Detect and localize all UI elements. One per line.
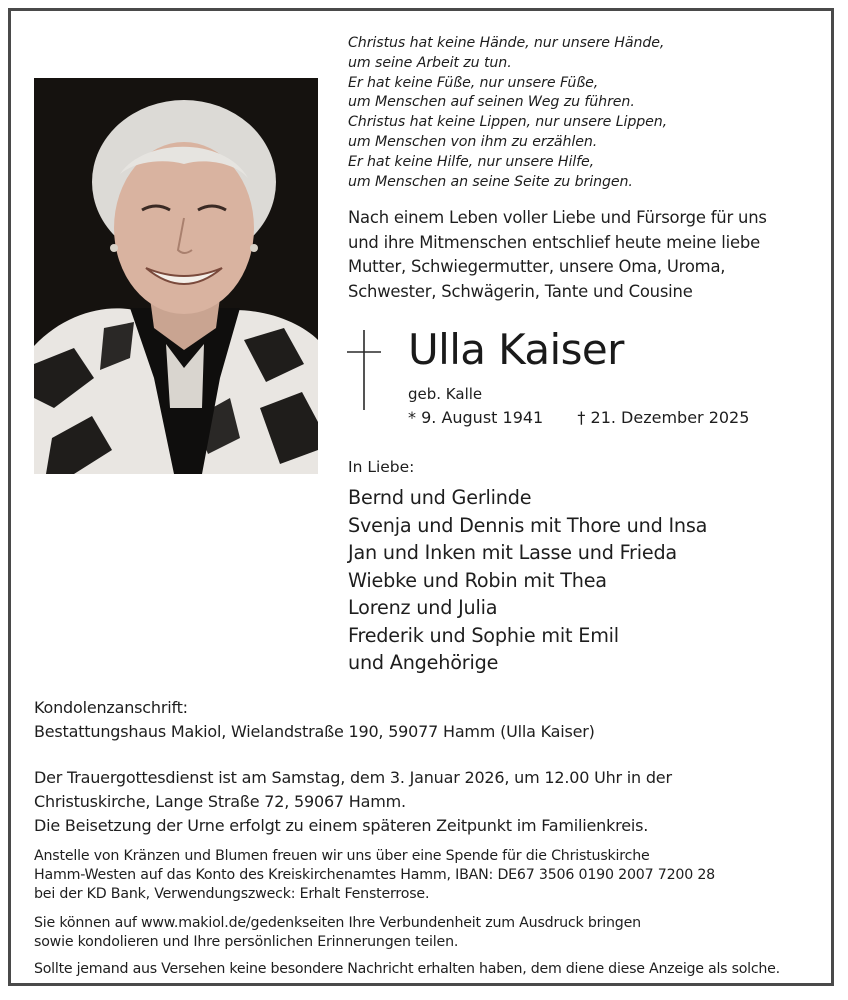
intro-line: Nach einem Leben voller Liebe und Fürsorge für uns — [348, 208, 767, 227]
condolence-section — [34, 696, 595, 744]
online-line: Sie können auf www.makiol.de/gedenkseiten Ihre Verbundenheit zum Ausdruck bringen — [34, 915, 641, 931]
deceased-name: Ulla Kaiser — [408, 325, 624, 374]
service-line: Der Trauergottesdienst ist am Samstag, dem 3. Januar 2026, um 12.00 Uhr in der — [34, 768, 672, 787]
donation-line: Hamm-Westen auf das Konto des Kreiskirchenamtes Hamm, IBAN: DE67 3506 0190 2007 7200 28 — [34, 867, 716, 883]
poem-line: um Menschen von ihm zu erzählen. — [348, 133, 598, 150]
family-line: und Angehörige — [348, 651, 499, 674]
donation-line: Anstelle von Kränzen und Blumen freuen wir uns über eine Spende für die Christuskirche — [34, 848, 650, 864]
online-memorial-info — [34, 914, 641, 952]
life-dates — [408, 407, 749, 429]
family-line: Wiebke und Robin mit Thea — [348, 568, 607, 592]
intro-line: und ihre Mitmenschen entschlief heute meine liebe — [348, 232, 760, 252]
poem-line: um Menschen an seine Seite zu bringen. — [348, 173, 633, 190]
portrait-photo — [34, 78, 318, 474]
intro-line: Mutter, Schwiegermutter, unsere Oma, Uroma, — [348, 257, 726, 277]
poem-line: um Menschen auf seinen Weg zu führen. — [348, 94, 635, 111]
donation-line: bei der KD Bank, Verwendungszweck: Erhalt Fensterrose. — [34, 886, 430, 902]
family-line: Bernd und Gerlinde — [348, 486, 532, 509]
intro-line: Schwester, Schwägerin, Tante und Cousine — [348, 281, 693, 301]
poem-line: Er hat keine Hilfe, nur unsere Hilfe, — [348, 153, 595, 170]
condolence-address: Bestattungshaus Makiol, Wielandstraße 190, 59077 Hamm (Ulla Kaiser) — [34, 722, 595, 741]
donation-info — [34, 847, 715, 904]
family-line: Frederik und Sophie mit Emil — [348, 623, 619, 647]
poem — [348, 34, 667, 192]
poem-line: Christus hat keine Lippen, nur unsere Lippen, — [348, 114, 668, 131]
cross-icon — [346, 328, 382, 412]
condolence-label: Kondolenzanschrift: — [34, 698, 188, 717]
poem-line: Christus hat keine Hände, nur unsere Hände, — [348, 35, 665, 51]
poem-line: um seine Arbeit zu tun. — [348, 54, 512, 71]
birth-date: * 9. August 1941 — [408, 408, 544, 427]
birth-name: geb. Kalle — [408, 385, 483, 403]
service-line: Die Beisetzung der Urne erfolgt zu einem späteren Zeitpunkt im Familienkreis. — [34, 816, 649, 835]
family-list — [348, 484, 707, 677]
intro-text — [348, 206, 818, 304]
family-line: Svenja und Dennis mit Thore und Insa — [348, 513, 708, 537]
poem-line: Er hat keine Füße, nur unsere Füße, — [348, 74, 599, 91]
family-line: Lorenz und Julia — [348, 596, 498, 619]
service-info — [34, 766, 672, 838]
portrait-illustration — [34, 78, 318, 474]
notification-disclaimer: Sollte jemand aus Versehen keine besondere Nachricht erhalten haben, dem diene diese Anzeige als solche. — [34, 961, 780, 977]
online-line: sowie kondolieren und Ihre persönlichen Erinnerungen teilen. — [34, 934, 459, 950]
family-line: Jan und Inken mit Lasse und Frieda — [348, 541, 677, 564]
death-date: † 21. Dezember 2025 — [577, 408, 750, 427]
in-love-label: In Liebe: — [348, 458, 415, 476]
service-line: Christuskirche, Lange Straße 72, 59067 Hamm. — [34, 792, 406, 811]
